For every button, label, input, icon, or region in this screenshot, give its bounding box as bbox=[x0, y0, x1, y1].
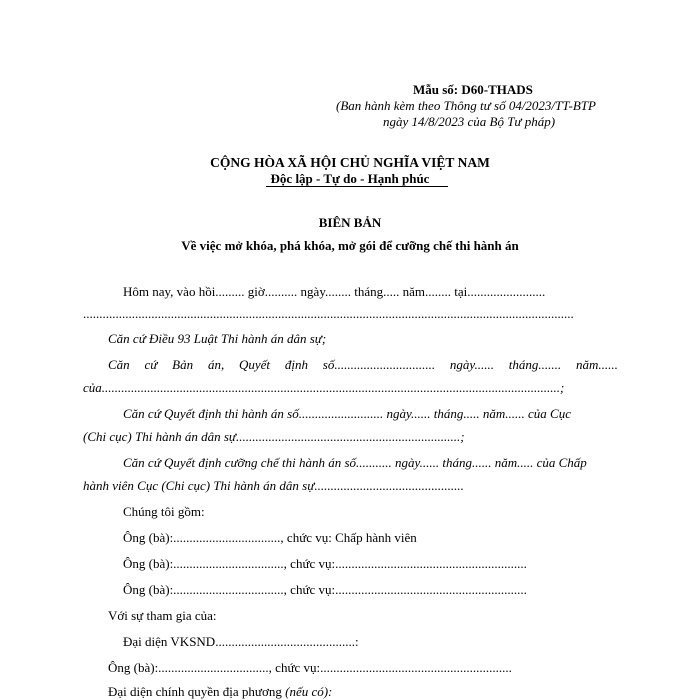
we-include: Chúng tôi gồm: bbox=[123, 504, 205, 519]
basis-2-word: định bbox=[284, 357, 308, 372]
member-3: Ông (bà):.................................., chức vụ:........................................................... bbox=[123, 582, 527, 597]
country-name: CỘNG HÒA XÃ HỘI CHỦ NGHĨA VIỆT NAM bbox=[210, 155, 490, 170]
basis-3-line2: (Chi cục) Thi hành án dân sự.....................................................................; bbox=[83, 429, 465, 444]
basis-2-word: số............................... bbox=[322, 357, 436, 372]
local-government-label: Đại diện chính quyền địa phương bbox=[108, 684, 282, 699]
dots-line: ....................................................................................................................................................... bbox=[83, 306, 574, 321]
motto-underline bbox=[266, 186, 448, 187]
basis-2-line2: của.............................................................................................................................................; bbox=[83, 380, 565, 395]
local-government-note: (nếu có): bbox=[285, 684, 333, 699]
participation-label: Với sự tham gia của: bbox=[108, 608, 217, 623]
basis-4-line1: Căn cứ Quyết định cưỡng chế thi hành án số........... ngày...... tháng...... năm..... của Chấp bbox=[123, 455, 587, 470]
basis-2-word: Bản bbox=[172, 357, 194, 372]
document-title: BIÊN BẢN bbox=[318, 215, 382, 230]
today-line: Hôm nay, vào hồi......... giờ.......... ngày........ tháng..... năm........ tại........................ bbox=[123, 284, 546, 299]
basis-1: Căn cứ Điều 93 Luật Thi hành án dân sự; bbox=[108, 331, 327, 346]
local-government-line bbox=[108, 684, 332, 700]
procuracy-person: Ông (bà):.................................., chức vụ:........................................................... bbox=[108, 660, 512, 675]
member-2: Ông (bà):.................................., chức vụ:........................................................... bbox=[123, 556, 527, 571]
document-subtitle: Về việc mở khóa, phá khóa, mở gói để cưỡng chế thi hành án bbox=[181, 238, 519, 253]
issued-note-line2: ngày 14/8/2023 của Bộ Tư pháp) bbox=[383, 114, 556, 129]
member-1: Ông (bà):................................., chức vụ: Chấp hành viên bbox=[123, 530, 417, 545]
basis-2-word: năm...... bbox=[575, 357, 618, 372]
basis-2-word: án, bbox=[207, 357, 225, 372]
basis-3-line1: Căn cứ Quyết định thi hành án số.......................... ngày...... tháng..... năm...... của Cục bbox=[123, 406, 571, 421]
basis-2-word: cứ bbox=[144, 357, 158, 372]
basis-2-word: Căn bbox=[108, 357, 130, 372]
issued-note-line1: (Ban hành kèm theo Thông tư số 04/2023/TT-BTP bbox=[336, 98, 596, 113]
basis-4-line2: hành viên Cục (Chi cục) Thi hành án dân sự.............................................. bbox=[83, 478, 464, 493]
national-motto: Độc lập - Tự do - Hạnh phúc bbox=[270, 171, 430, 186]
form-number: Mẫu số: D60-THADS bbox=[413, 82, 533, 97]
procuracy-representative: Đại diện VKSND...........................................: bbox=[123, 634, 359, 649]
basis-2-line1 bbox=[108, 357, 618, 373]
basis-2-word: Quyết bbox=[239, 357, 271, 372]
basis-2-word: tháng....... bbox=[508, 357, 562, 372]
basis-2-word: ngày...... bbox=[449, 357, 494, 372]
